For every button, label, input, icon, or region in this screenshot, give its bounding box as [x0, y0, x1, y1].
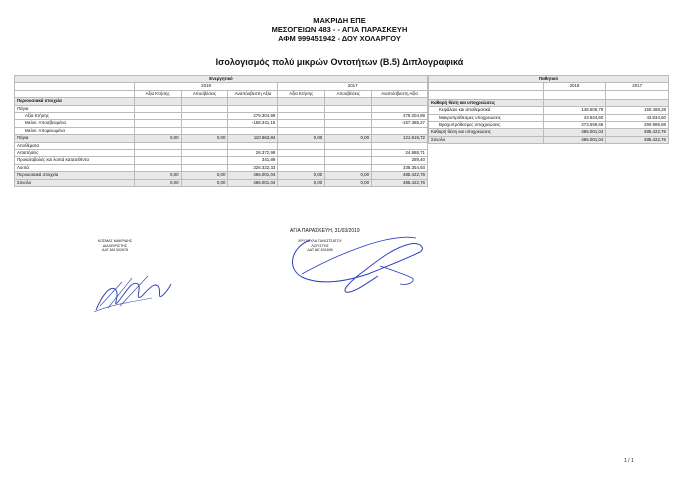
row-value: [325, 113, 372, 120]
row-value: [278, 105, 325, 112]
table-row: [15, 142, 428, 149]
row-label: Σύνολο: [429, 136, 544, 143]
signer-1-name: ΚΟΣΜΑΣ ΜΑΚΡΙΔΗΣ: [97, 239, 133, 243]
row-value: [228, 127, 278, 134]
row-value: 259,40: [372, 157, 428, 164]
assets-col-header: Αναπόσβεστη Αξία: [372, 90, 428, 97]
row-value: [278, 120, 325, 127]
assets-heading: Ενεργητικό: [15, 76, 428, 83]
row-value: [181, 98, 228, 105]
row-value: 279.304,99: [372, 113, 428, 120]
table-row: [15, 179, 428, 186]
row-value: 466.001,04: [543, 136, 606, 143]
row-value: 0,00: [278, 179, 325, 186]
row-value: [278, 142, 325, 149]
row-value: [372, 105, 428, 112]
signer-1-block: [90, 239, 140, 253]
liabilities-spacer-cell: [606, 90, 669, 99]
row-value: 0,00: [181, 172, 228, 179]
row-value: [181, 127, 228, 134]
row-value: [543, 99, 606, 106]
row-value: 0,00: [278, 135, 325, 142]
row-label: Καθαρή θέση και υποχρεώσεις: [429, 129, 544, 136]
row-value: [278, 113, 325, 120]
row-value: 0,00: [181, 179, 228, 186]
signer-2-name: ΧΡΥΣΟΥΛΑ ΓΑΛΙΩΤΣΑΤΟΥ: [298, 239, 342, 243]
row-label: Μείον: Απομειωμένα: [15, 127, 135, 134]
row-value: 0,00: [325, 179, 372, 186]
row-value: [134, 105, 181, 112]
liabilities-heading: Παθητικό: [429, 76, 669, 83]
row-label: Περιουσιακά στοιχεία: [15, 172, 135, 179]
row-value: 24.888,71: [372, 150, 428, 157]
assets-col-header: Αξία Κτήσης: [134, 90, 181, 97]
row-value: [134, 120, 181, 127]
row-value: [278, 164, 325, 171]
row-label: Μακροπρόθεσμες υποχρεώσεις: [429, 114, 544, 121]
liabilities-spacer: [429, 90, 544, 99]
row-value: [325, 142, 372, 149]
row-value: 290.989,88: [606, 122, 669, 129]
assets-col-header: Αποσβέσεις: [181, 90, 228, 97]
row-value: 110.963,84: [228, 135, 278, 142]
signer-1-role: ΔΙΑΧΕΙΡΙΣΤΗΣ: [102, 243, 128, 248]
row-label: Πάγια: [15, 135, 135, 142]
row-value: [372, 127, 428, 134]
row-value: [278, 127, 325, 134]
assets-year2: 2017: [278, 83, 428, 90]
row-value: [325, 127, 372, 134]
liabilities-year1: 2018: [543, 83, 606, 90]
table-row: [15, 113, 428, 120]
row-value: [134, 113, 181, 120]
table-row: [15, 150, 428, 157]
row-label: Σύνολο: [15, 179, 135, 186]
table-row: [15, 135, 428, 142]
row-value: 121.919,72: [372, 135, 428, 142]
liabilities-spacer-cell: [543, 90, 606, 99]
row-value: [606, 99, 669, 106]
signature-2-scribble: [280, 218, 430, 298]
row-value: 0,00: [134, 179, 181, 186]
liabilities-year2: 2017: [606, 83, 669, 90]
row-value: 485.422,76: [606, 136, 669, 143]
row-value: 341,89: [228, 157, 278, 164]
row-value: [181, 105, 228, 112]
row-value: -157.385,27: [372, 120, 428, 127]
row-value: 326.322,33: [228, 164, 278, 171]
row-value: 279.304,99: [228, 113, 278, 120]
row-value: 0,00: [278, 172, 325, 179]
place-date: ΑΓΙΑ ΠΑΡΑΣΚΕΥΗ, 31/03/2019: [290, 228, 360, 234]
row-label: Απαιτήσεις: [15, 150, 135, 157]
row-value: [181, 113, 228, 120]
row-value: [325, 105, 372, 112]
assets-year1: 2018: [134, 83, 278, 90]
assets-blank-col: [15, 90, 135, 97]
row-value: [372, 142, 428, 149]
row-value: 0,00: [134, 135, 181, 142]
row-value: [181, 142, 228, 149]
table-row: [429, 107, 669, 114]
table-row: [15, 164, 428, 171]
row-value: [181, 120, 228, 127]
row-label: Καθαρή θέση και υποχρεώσεις: [429, 99, 544, 106]
row-value: [228, 98, 278, 105]
table-row: [429, 129, 669, 136]
table-row: [15, 157, 428, 164]
table-row: [429, 136, 669, 143]
row-value: [181, 150, 228, 157]
table-row: [15, 105, 428, 112]
company-name: ΜΑΚΡΙΔΗ ΕΠΕ: [313, 16, 366, 25]
row-value: [228, 142, 278, 149]
row-value: 485.422,76: [372, 179, 428, 186]
table-row: [15, 127, 428, 134]
row-value: [134, 142, 181, 149]
assets-col-header: Αξία Κτήσης: [278, 90, 325, 97]
row-label: Αξία Κτήσης: [15, 113, 135, 120]
row-value: [278, 157, 325, 164]
row-value: 28.372,98: [228, 150, 278, 157]
row-value: 43.934,60: [543, 114, 606, 121]
page-number: 1 / 1: [624, 458, 634, 464]
row-value: [325, 98, 372, 105]
row-value: 150.498,28: [606, 107, 669, 114]
liabilities-blank-header: [429, 83, 544, 90]
assets-blank-header: [15, 83, 135, 90]
table-row: [429, 114, 669, 121]
report-title: Ισολογισμός πολύ μικρών Οντοτήτων (Β.5) Διπλογραφικά: [215, 57, 464, 67]
row-value: 485.422,76: [372, 172, 428, 179]
row-value: -168.341,15: [228, 120, 278, 127]
row-value: 148.506,78: [543, 107, 606, 114]
table-row: [15, 172, 428, 179]
row-value: 43.934,60: [606, 114, 669, 121]
row-label: Μείον: Αποσβεσμένα: [15, 120, 135, 127]
row-value: [325, 150, 372, 157]
signer-2-role: ΛΟΓΙΣΤΗΣ: [311, 243, 329, 248]
row-value: 466.001,04: [228, 172, 278, 179]
row-value: [325, 164, 372, 171]
assets-table: [14, 75, 428, 187]
row-label: Προκαταβολές και λοιπά κατατεθέντα: [15, 157, 135, 164]
company-tax-id: ΑΦΜ 999451942 - ΔΟΥ ΧΟΛΑΡΓΟΥ: [278, 34, 401, 43]
signature-1-scribble: [92, 262, 172, 314]
row-value: 466.001,04: [543, 129, 606, 136]
company-address: ΜΕΣΟΓΕΙΩΝ 483 - - ΑΓΙΑ ΠΑΡΑΣΚΕΥΗ: [271, 25, 408, 34]
row-value: [325, 120, 372, 127]
table-row: [429, 99, 669, 106]
row-value: [181, 157, 228, 164]
row-value: 0,00: [325, 172, 372, 179]
row-value: 0,00: [134, 172, 181, 179]
row-label: Κεφάλαιο και αποθεματικά: [429, 107, 544, 114]
row-value: [134, 127, 181, 134]
row-value: [134, 164, 181, 171]
row-value: [278, 150, 325, 157]
row-label: Περιουσιακά στοιχεία: [15, 98, 135, 105]
signer-1-id: ΑΔΤ ΑΜ 002678: [102, 248, 128, 252]
row-value: 273.559,66: [543, 122, 606, 129]
liabilities-table: [428, 75, 669, 144]
table-row: [15, 120, 428, 127]
table-row: [15, 98, 428, 105]
row-value: [134, 157, 181, 164]
row-value: 485.422,76: [606, 129, 669, 136]
signer-2-id: ΑΔΤ ΑΕ 631696: [307, 248, 333, 252]
row-value: 0,00: [325, 135, 372, 142]
row-value: [181, 164, 228, 171]
row-label: Πάγια: [15, 105, 135, 112]
row-value: [372, 98, 428, 105]
row-value: [134, 150, 181, 157]
row-value: 338.354,93: [372, 164, 428, 171]
assets-col-header: Αναπόσβεστη Αξία: [228, 90, 278, 97]
row-label: Βραχυπρόθεσμες υποχρεώσεις: [429, 122, 544, 129]
row-label: Αποθέματα: [15, 142, 135, 149]
row-value: [278, 98, 325, 105]
assets-col-header: Αποσβέσεις: [325, 90, 372, 97]
row-value: [134, 98, 181, 105]
row-value: [228, 105, 278, 112]
table-row: [429, 122, 669, 129]
row-value: [325, 157, 372, 164]
row-value: 466.001,04: [228, 179, 278, 186]
row-label: Λοιπά: [15, 164, 135, 171]
row-value: 0,00: [181, 135, 228, 142]
